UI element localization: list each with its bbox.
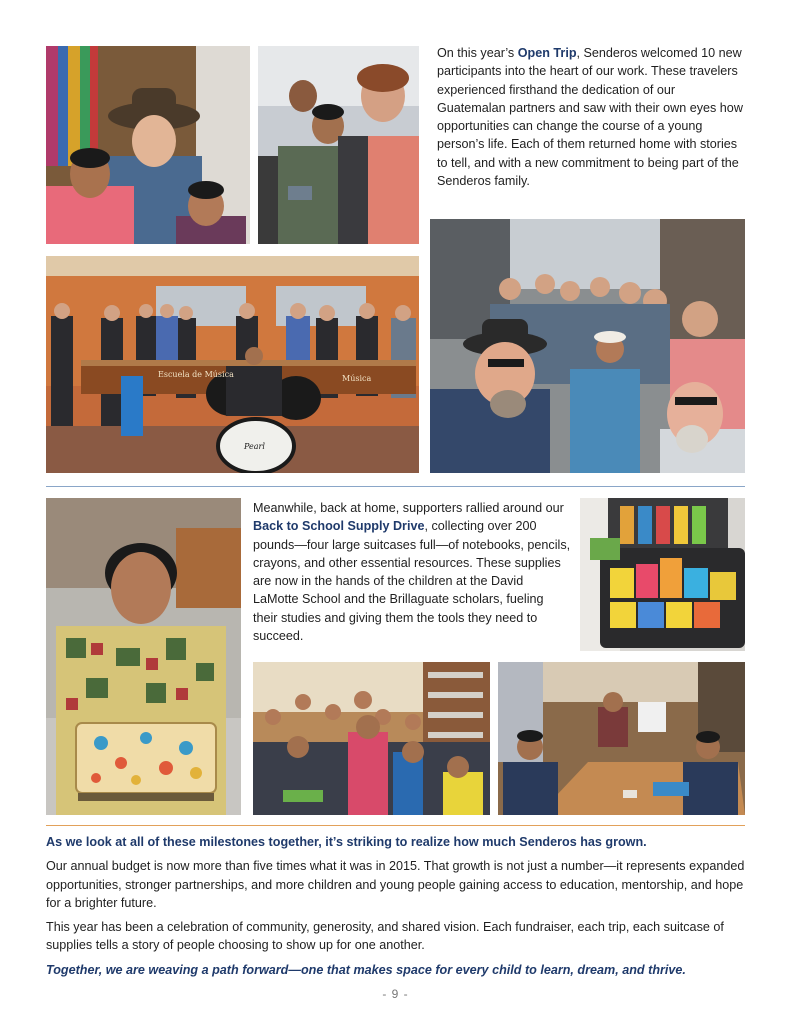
intro-post: , Senderos welcomed 10 new participants into the heart of our work. These travelers experienced firsthand the dedication of our Guatemalan partners and saw with their own eyes how opportunities can change the course of a young person’s life. Each of them returned home with stories to tell, and with a new commitment to being part of the Senderos family. [437, 46, 743, 189]
section-divider-orange [46, 825, 745, 826]
closing-paragraph-celebration: This year has been a celebration of community, generosity, and shared vision. Each fundraiser, each trip, each suitcase of supplies tells a story of people choosing to show up for one another. [46, 920, 724, 953]
marimba-label-right: Música [342, 374, 372, 383]
supply-post: , collecting over 200 pounds—four large suitcases full—of notebooks, pencils, crayons, and other essential resources. These supplies are now in the hands of the children at the David LaMotte School and the Brillaguate scholars, fueling their studies and giving them the tools they need to succeed. [253, 519, 571, 644]
photo-woman-with-puzzle [46, 498, 241, 815]
supply-pre: Meanwhile, back at home, supporters rallied around our [253, 501, 564, 515]
intro-pre: On this year’s [437, 46, 518, 60]
marimba-label-left: Escuela de Música [158, 370, 234, 379]
supply-drive-paragraph [253, 499, 571, 645]
drum-brand-label: Pearl [244, 442, 265, 451]
closing-heading: As we look at all of these milestones together, it’s striking to realize how much Senderos has grown. [46, 835, 647, 849]
intro-paragraph [437, 44, 745, 190]
photo-selfie-group [430, 219, 745, 473]
closing-section [46, 833, 746, 979]
photo-man-with-children [46, 46, 250, 244]
photo-music-band [46, 256, 419, 473]
closing-paragraph-budget: Our annual budget is now more than five times what it was in 2015. That growth is not just a number—it represents expanded opportunities, stronger partnerships, and more children and young people gaining access to education, mentorship, and hope for a brighter future. [46, 859, 745, 910]
photo-kids-classroom [253, 662, 490, 815]
photo-suitcase-supplies [580, 498, 745, 651]
photo-group-with-phone [258, 46, 419, 244]
section-divider-blue [46, 486, 745, 487]
page-number: - 9 - [382, 987, 409, 1001]
photo-kids-at-table [498, 662, 745, 815]
closing-finale: Together, we are weaving a path forward—one that makes space for every child to learn, dream, and thrive. [46, 962, 686, 977]
open-trip-highlight: Open Trip [517, 46, 577, 60]
supply-drive-highlight: Back to School Supply Drive [253, 519, 425, 534]
